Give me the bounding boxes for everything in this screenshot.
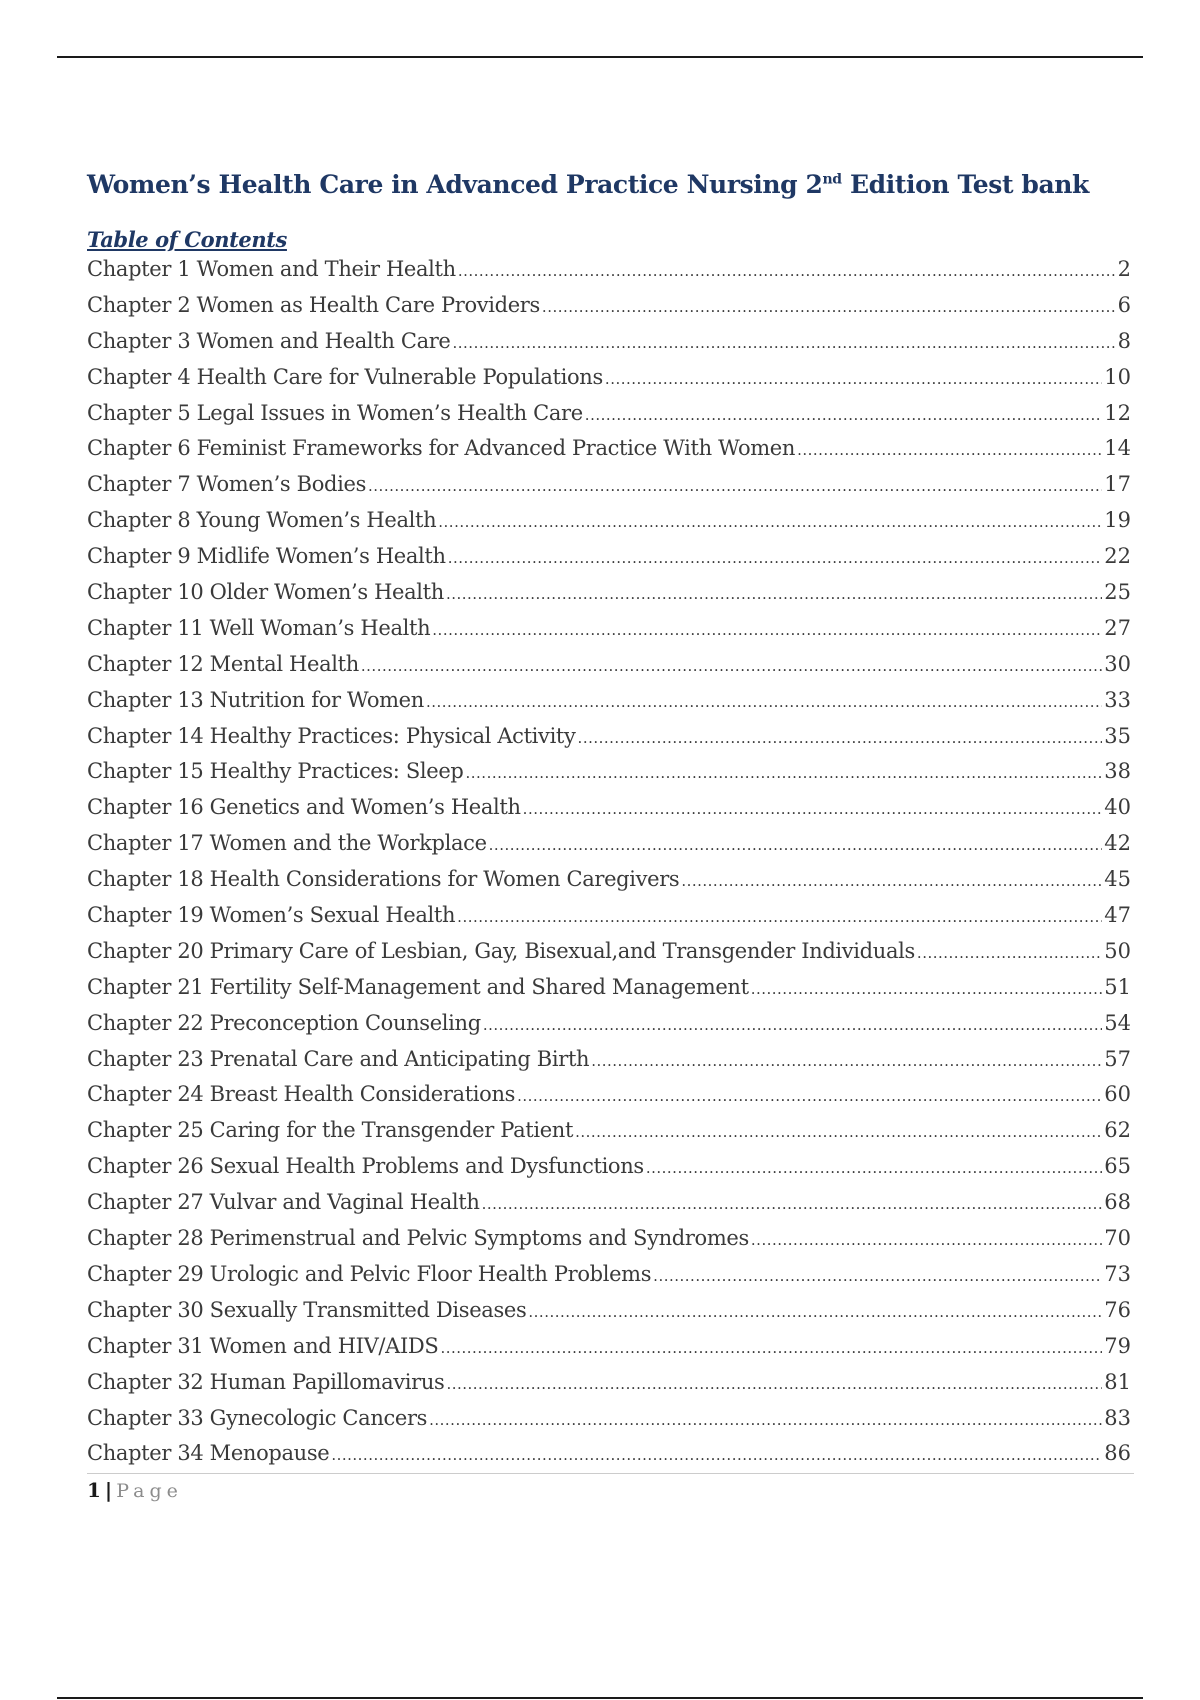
toc-entry-page: 47 [1104,903,1131,928]
page-footer [87,1478,183,1502]
toc-dot-leader [751,972,1103,1008]
toc-entry[interactable] [87,1077,1131,1113]
toc-entry-page: 10 [1104,364,1131,389]
toc-entry-label: Chapter 24 Breast Health Considerations [87,1082,516,1107]
toc-entry[interactable] [87,826,1131,862]
toc-entry-page: 54 [1104,1010,1131,1035]
toc-entry-page: 8 [1117,328,1131,353]
toc-entry[interactable] [87,467,1131,503]
toc-entry[interactable] [87,647,1131,683]
toc-entry[interactable] [87,790,1131,826]
toc-dot-leader [458,254,1116,290]
toc-entry-label: Chapter 2 Women as Health Care Providers [87,292,540,317]
toc-entry-page: 35 [1104,723,1131,748]
toc-entry-label: Chapter 10 Older Women’s Health [87,580,444,605]
table-of-contents [87,252,1131,1472]
footer-separator: | [104,1478,113,1502]
toc-entry-label: Chapter 11 Well Woman’s Health [87,615,431,640]
toc-entry-page: 50 [1104,938,1131,963]
toc-dot-leader [426,685,1102,721]
toc-entry-page: 51 [1104,974,1131,999]
toc-entry-label: Chapter 28 Perimenstrual and Pelvic Symptoms and Syndromes [87,1226,749,1251]
page-bottom-rule [57,1697,1143,1699]
toc-dot-leader [797,433,1102,469]
toc-entry[interactable] [87,1149,1131,1185]
toc-dot-leader [432,613,1102,649]
toc-entry-page: 57 [1104,1046,1131,1071]
toc-entry[interactable] [87,1113,1131,1149]
footer-page-word: Page [116,1480,183,1502]
toc-entry-label: Chapter 18 Health Considerations for Women Caregivers [87,867,680,892]
toc-entry-page: 79 [1104,1333,1131,1358]
toc-entry-page: 83 [1104,1405,1131,1430]
toc-entry-page: 68 [1104,1190,1131,1215]
toc-entry-label: Chapter 22 Preconception Counseling [87,1010,481,1035]
document-title-tail: Edition Test bank [841,170,1089,199]
toc-entry[interactable] [87,396,1131,432]
toc-dot-leader [523,792,1103,828]
toc-entry[interactable] [87,719,1131,755]
toc-dot-leader [917,936,1102,972]
toc-entry-label: Chapter 23 Prenatal Care and Anticipating Birth [87,1046,590,1071]
toc-entry[interactable] [87,431,1131,467]
toc-entry-page: 6 [1117,292,1131,317]
toc-dot-leader [429,1403,1102,1439]
toc-entry[interactable] [87,1185,1131,1221]
toc-dot-leader [751,1223,1102,1259]
toc-entry-label: Chapter 17 Women and the Workplace [87,831,487,856]
toc-dot-leader [446,1367,1102,1403]
toc-entry-page: 40 [1104,795,1131,820]
footer-rule [87,1473,1134,1474]
toc-entry[interactable] [87,539,1131,575]
toc-entry-page: 19 [1104,508,1131,533]
toc-entry[interactable] [87,575,1131,611]
toc-entry[interactable] [87,1329,1131,1365]
toc-entry[interactable] [87,754,1131,790]
toc-entry-label: Chapter 26 Sexual Health Problems and Dysfunctions [87,1154,644,1179]
toc-dot-leader [578,721,1103,757]
toc-dot-leader [440,1331,1102,1367]
toc-entry[interactable] [87,1006,1131,1042]
toc-entry-label: Chapter 19 Women’s Sexual Health [87,903,456,928]
toc-entry-label: Chapter 13 Nutrition for Women [87,687,424,712]
document-title-text: Women’s Health Care in Advanced Practice Nursing 2 [87,170,823,199]
toc-dot-leader [528,1295,1102,1331]
page-top-rule [57,56,1143,58]
toc-entry-page: 22 [1104,544,1131,569]
toc-entry-page: 42 [1104,831,1131,856]
toc-entry[interactable] [87,611,1131,647]
toc-entry-label: Chapter 33 Gynecologic Cancers [87,1405,428,1430]
toc-dot-leader [517,1079,1102,1115]
toc-dot-leader [361,649,1102,685]
toc-entry[interactable] [87,1401,1131,1437]
toc-entry[interactable] [87,252,1131,288]
toc-entry[interactable] [87,1257,1131,1293]
toc-entry-page: 2 [1117,257,1131,281]
toc-entry-label: Chapter 25 Caring for the Transgender Patient [87,1118,574,1143]
toc-entry[interactable] [87,1436,1131,1472]
toc-entry[interactable] [87,1042,1131,1078]
toc-dot-leader [585,398,1102,434]
toc-dot-leader [482,1187,1103,1223]
toc-entry[interactable] [87,898,1131,934]
toc-entry[interactable] [87,934,1131,970]
toc-dot-leader [575,1115,1102,1151]
toc-dot-leader [605,362,1102,398]
toc-entry-page: 86 [1104,1441,1131,1466]
toc-dot-leader [483,1008,1102,1044]
toc-entry-page: 30 [1104,651,1131,676]
toc-entry-page: 14 [1104,436,1131,461]
toc-entry[interactable] [87,862,1131,898]
toc-entry-label: Chapter 3 Women and Health Care [87,328,451,353]
toc-dot-leader [453,326,1116,362]
toc-entry[interactable] [87,288,1131,324]
toc-entry-page: 73 [1104,1261,1131,1286]
toc-entry-label: Chapter 30 Sexually Transmitted Diseases [87,1297,527,1322]
toc-entry-page: 81 [1104,1369,1131,1394]
toc-entry-page: 45 [1104,867,1131,892]
toc-entry-label: Chapter 29 Urologic and Pelvic Floor Health Problems [87,1261,652,1286]
toc-entry[interactable] [87,683,1131,719]
toc-entry-label: Chapter 27 Vulvar and Vaginal Health [87,1190,480,1215]
toc-entry[interactable] [87,360,1131,396]
toc-entry[interactable] [87,324,1131,360]
toc-dot-leader [542,290,1116,326]
toc-dot-leader [646,1151,1102,1187]
toc-entry[interactable] [87,1365,1131,1401]
toc-entry-page: 12 [1104,400,1131,425]
toc-entry-label: Chapter 16 Genetics and Women’s Health [87,795,521,820]
toc-entry-label: Chapter 4 Health Care for Vulnerable Populations [87,364,603,389]
toc-entry[interactable] [87,970,1131,1006]
toc-dot-leader [681,864,1102,900]
toc-entry-label: Chapter 8 Young Women’s Health [87,508,437,533]
toc-entry-label: Chapter 20 Primary Care of Lesbian, Gay, Bisexual,and Transgender Individuals [87,938,915,963]
toc-entry-label: Chapter 14 Healthy Practices: Physical Activity [87,723,576,748]
toc-dot-leader [331,1438,1102,1474]
toc-dot-leader [489,828,1103,864]
toc-entry-label: Chapter 7 Women’s Bodies [87,472,367,497]
toc-entry-page: 33 [1104,687,1131,712]
toc-entry-page: 38 [1104,759,1131,784]
footer-page-number: 1 [87,1478,101,1502]
toc-dot-leader [466,756,1103,792]
toc-entry-label: Chapter 9 Midlife Women’s Health [87,544,446,569]
toc-entry-page: 60 [1104,1082,1131,1107]
document-title [87,170,1089,199]
toc-heading: Table of Contents [87,227,287,252]
document-title-superscript: nd [822,171,842,188]
toc-dot-leader [368,469,1102,505]
toc-entry[interactable] [87,503,1131,539]
toc-dot-leader [448,541,1103,577]
toc-entry-page: 76 [1104,1297,1131,1322]
toc-entry-label: Chapter 12 Mental Health [87,651,359,676]
toc-entry-page: 25 [1104,580,1131,605]
toc-dot-leader [446,577,1102,613]
toc-entry-label: Chapter 21 Fertility Self-Management and Shared Management [87,974,749,999]
toc-entry-page: 62 [1104,1118,1131,1143]
toc-entry-page: 17 [1104,472,1131,497]
toc-dot-leader [457,900,1102,936]
toc-entry-label: Chapter 31 Women and HIV/AIDS [87,1333,439,1358]
toc-entry-label: Chapter 5 Legal Issues in Women’s Health Care [87,400,583,425]
toc-dot-leader [591,1044,1102,1080]
toc-entry[interactable] [87,1293,1131,1329]
toc-entry-page: 70 [1104,1226,1131,1251]
toc-entry[interactable] [87,1221,1131,1257]
toc-dot-leader [438,505,1102,541]
toc-entry-label: Chapter 34 Menopause [87,1441,330,1466]
toc-entry-page: 27 [1104,615,1131,640]
toc-dot-leader [653,1259,1102,1295]
toc-entry-label: Chapter 1 Women and Their Health [87,257,456,281]
toc-entry-label: Chapter 15 Healthy Practices: Sleep [87,759,464,784]
toc-entry-label: Chapter 32 Human Papillomavirus [87,1369,445,1394]
toc-entry-label: Chapter 6 Feminist Frameworks for Advanced Practice With Women [87,436,796,461]
toc-entry-page: 65 [1104,1154,1131,1179]
